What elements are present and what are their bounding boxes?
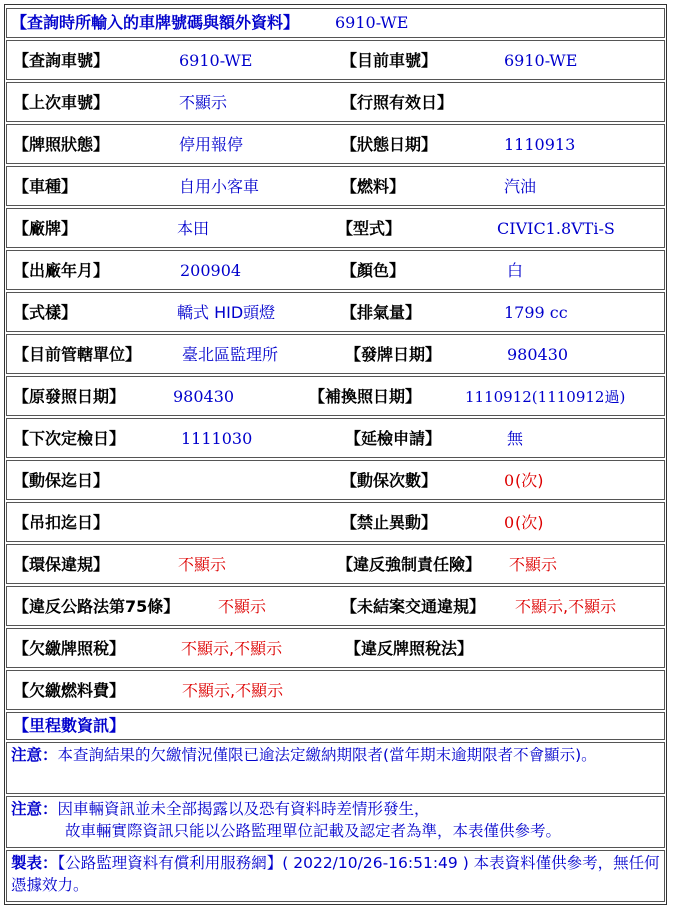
- label-highway-law-75: 【違反公路法第75條】: [13, 597, 180, 616]
- header-plate: 6910-WE: [335, 13, 409, 32]
- label-transfer-ban: 【禁止異動】: [341, 513, 438, 532]
- value-env-violation: 不顯示: [178, 555, 227, 574]
- label-status-date: 【狀態日期】: [341, 135, 438, 154]
- label-license-valid-date: 【行照有效日】: [341, 93, 454, 112]
- row-manufacture: [6, 250, 665, 290]
- report-footer: [6, 850, 665, 902]
- value-manufacture-date: 200904: [180, 261, 242, 280]
- row-plate-status: [6, 124, 665, 164]
- label-previous-plate: 【上次車號】: [13, 93, 110, 112]
- value-displacement: 1799 cc: [504, 303, 568, 322]
- label-license-tax-violation: 【違反牌照稅法】: [345, 639, 474, 658]
- label-model: 【型式】: [337, 219, 402, 238]
- label-plate-status: 【牌照狀態】: [13, 135, 110, 154]
- label-env-violation: 【環保違規】: [13, 555, 110, 574]
- label-issue-date: 【發牌日期】: [345, 345, 442, 364]
- value-previous-plate: 不顯示: [179, 93, 228, 112]
- row-license-tax: [6, 628, 665, 668]
- mileage-label: 【里程數資訊】: [13, 716, 126, 735]
- value-unpaid-fuel-fee: 不顯示,不顯示: [182, 681, 284, 700]
- label-original-license-date: 【原發照日期】: [13, 387, 126, 406]
- label-style: 【式樣】: [13, 303, 78, 322]
- value-transfer-ban: 0: [504, 513, 515, 532]
- value-next-inspection: 1111030: [181, 429, 253, 448]
- value-query-plate: 6910-WE: [179, 51, 253, 70]
- note-disclaimer-prefix: 注意：: [11, 800, 58, 818]
- row-mileage: [6, 712, 665, 740]
- label-current-office: 【目前管轄單位】: [13, 345, 142, 364]
- row-fuel-fee: [6, 670, 665, 710]
- value-insurance-violation: 不顯示: [509, 555, 558, 574]
- row-office: [6, 334, 665, 374]
- footer-prefix: 製表：: [11, 854, 58, 872]
- value-highway-law-75: 不顯示: [218, 597, 267, 616]
- label-unsettled-traffic: 【未結案交通違規】: [341, 597, 486, 616]
- value-unsettled-traffic: 不顯示,不顯示: [515, 597, 617, 616]
- row-lien: [6, 460, 665, 500]
- row-license-dates: [6, 376, 665, 416]
- label-manufacture-date: 【出廠年月】: [13, 261, 110, 280]
- header-title: 【查詢時所輸入的車牌號碼與額外資料】: [11, 13, 300, 32]
- value-style: 轎式 HID頭燈: [177, 303, 276, 322]
- row-inspection: [6, 418, 665, 458]
- report-header: [6, 8, 665, 38]
- value-original-license-date: 980430: [173, 387, 235, 406]
- row-suspension: [6, 502, 665, 542]
- note-unpaid-text: 本查詢結果的欠繳情況僅限已逾法定繳納期限者(當年期末逾期限者不會顯示)。: [57, 746, 597, 764]
- label-current-plate: 【目前車號】: [341, 51, 438, 70]
- label-inspection-extension: 【延檢申請】: [345, 429, 442, 448]
- label-fuel: 【燃料】: [341, 177, 406, 196]
- row-highway-traffic: [6, 586, 665, 626]
- value-model: CIVIC1.8VTi-S: [497, 219, 615, 238]
- label-unpaid-fuel-fee: 【欠繳燃料費】: [13, 681, 126, 700]
- label-unpaid-license-tax: 【欠繳牌照稅】: [13, 639, 126, 658]
- value-lien-count: 0: [504, 471, 515, 490]
- unit-transfer-ban: (次): [515, 513, 544, 532]
- label-displacement: 【排氣量】: [341, 303, 422, 322]
- note-unpaid: [6, 742, 665, 794]
- row-brand: [6, 208, 665, 248]
- label-insurance-violation: 【違反強制責任險】: [337, 555, 482, 574]
- unit-lien-count: (次): [515, 471, 544, 490]
- row-previous-plate: [6, 82, 665, 122]
- note-disclaimer: [6, 796, 665, 848]
- value-unpaid-license-tax: 不顯示,不顯示: [181, 639, 283, 658]
- value-brand: 本田: [177, 219, 210, 238]
- label-brand: 【廠牌】: [13, 219, 78, 238]
- note-disclaimer-line2: 故車輛實際資訊只能以公路監理單位記載及認定者為準，本表僅供參考。: [65, 822, 562, 840]
- note-unpaid-prefix: 注意：: [11, 746, 58, 764]
- label-lien-until: 【動保迄日】: [13, 471, 110, 490]
- row-vehicle-type: [6, 166, 665, 206]
- note-disclaimer-line1: 因車輛資訊並未全部揭露以及恐有資料時差情形發生，: [57, 800, 430, 818]
- value-current-office: 臺北區監理所: [182, 345, 279, 364]
- value-inspection-extension: 無: [507, 429, 524, 448]
- value-status-date: 1110913: [504, 135, 576, 154]
- value-current-plate: 6910-WE: [504, 51, 578, 70]
- label-suspension-until: 【吊扣迄日】: [13, 513, 110, 532]
- label-next-inspection: 【下次定檢日】: [13, 429, 126, 448]
- label-lien-count: 【動保次數】: [341, 471, 438, 490]
- value-fuel: 汽油: [504, 177, 537, 196]
- label-query-plate: 【查詢車號】: [13, 51, 110, 70]
- footer-text: 【公路監理資料有償利用服務網】( 2022/10/26-16:51:49 ) 本表資料僅供參考，無任何憑據效力。: [11, 854, 660, 894]
- label-vehicle-type: 【車種】: [13, 177, 78, 196]
- value-reissue-license-date: 1110912(1110912過): [465, 388, 626, 406]
- value-issue-date: 980430: [507, 345, 569, 364]
- row-style: [6, 292, 665, 332]
- value-color: 白: [507, 261, 524, 280]
- value-vehicle-type: 自用小客車: [179, 177, 260, 196]
- label-color: 【顏色】: [341, 261, 406, 280]
- value-plate-status: 停用報停: [179, 135, 244, 154]
- label-reissue-license-date: 【補換照日期】: [309, 387, 422, 406]
- row-env-insurance: [6, 544, 665, 584]
- row-plate: [6, 40, 665, 80]
